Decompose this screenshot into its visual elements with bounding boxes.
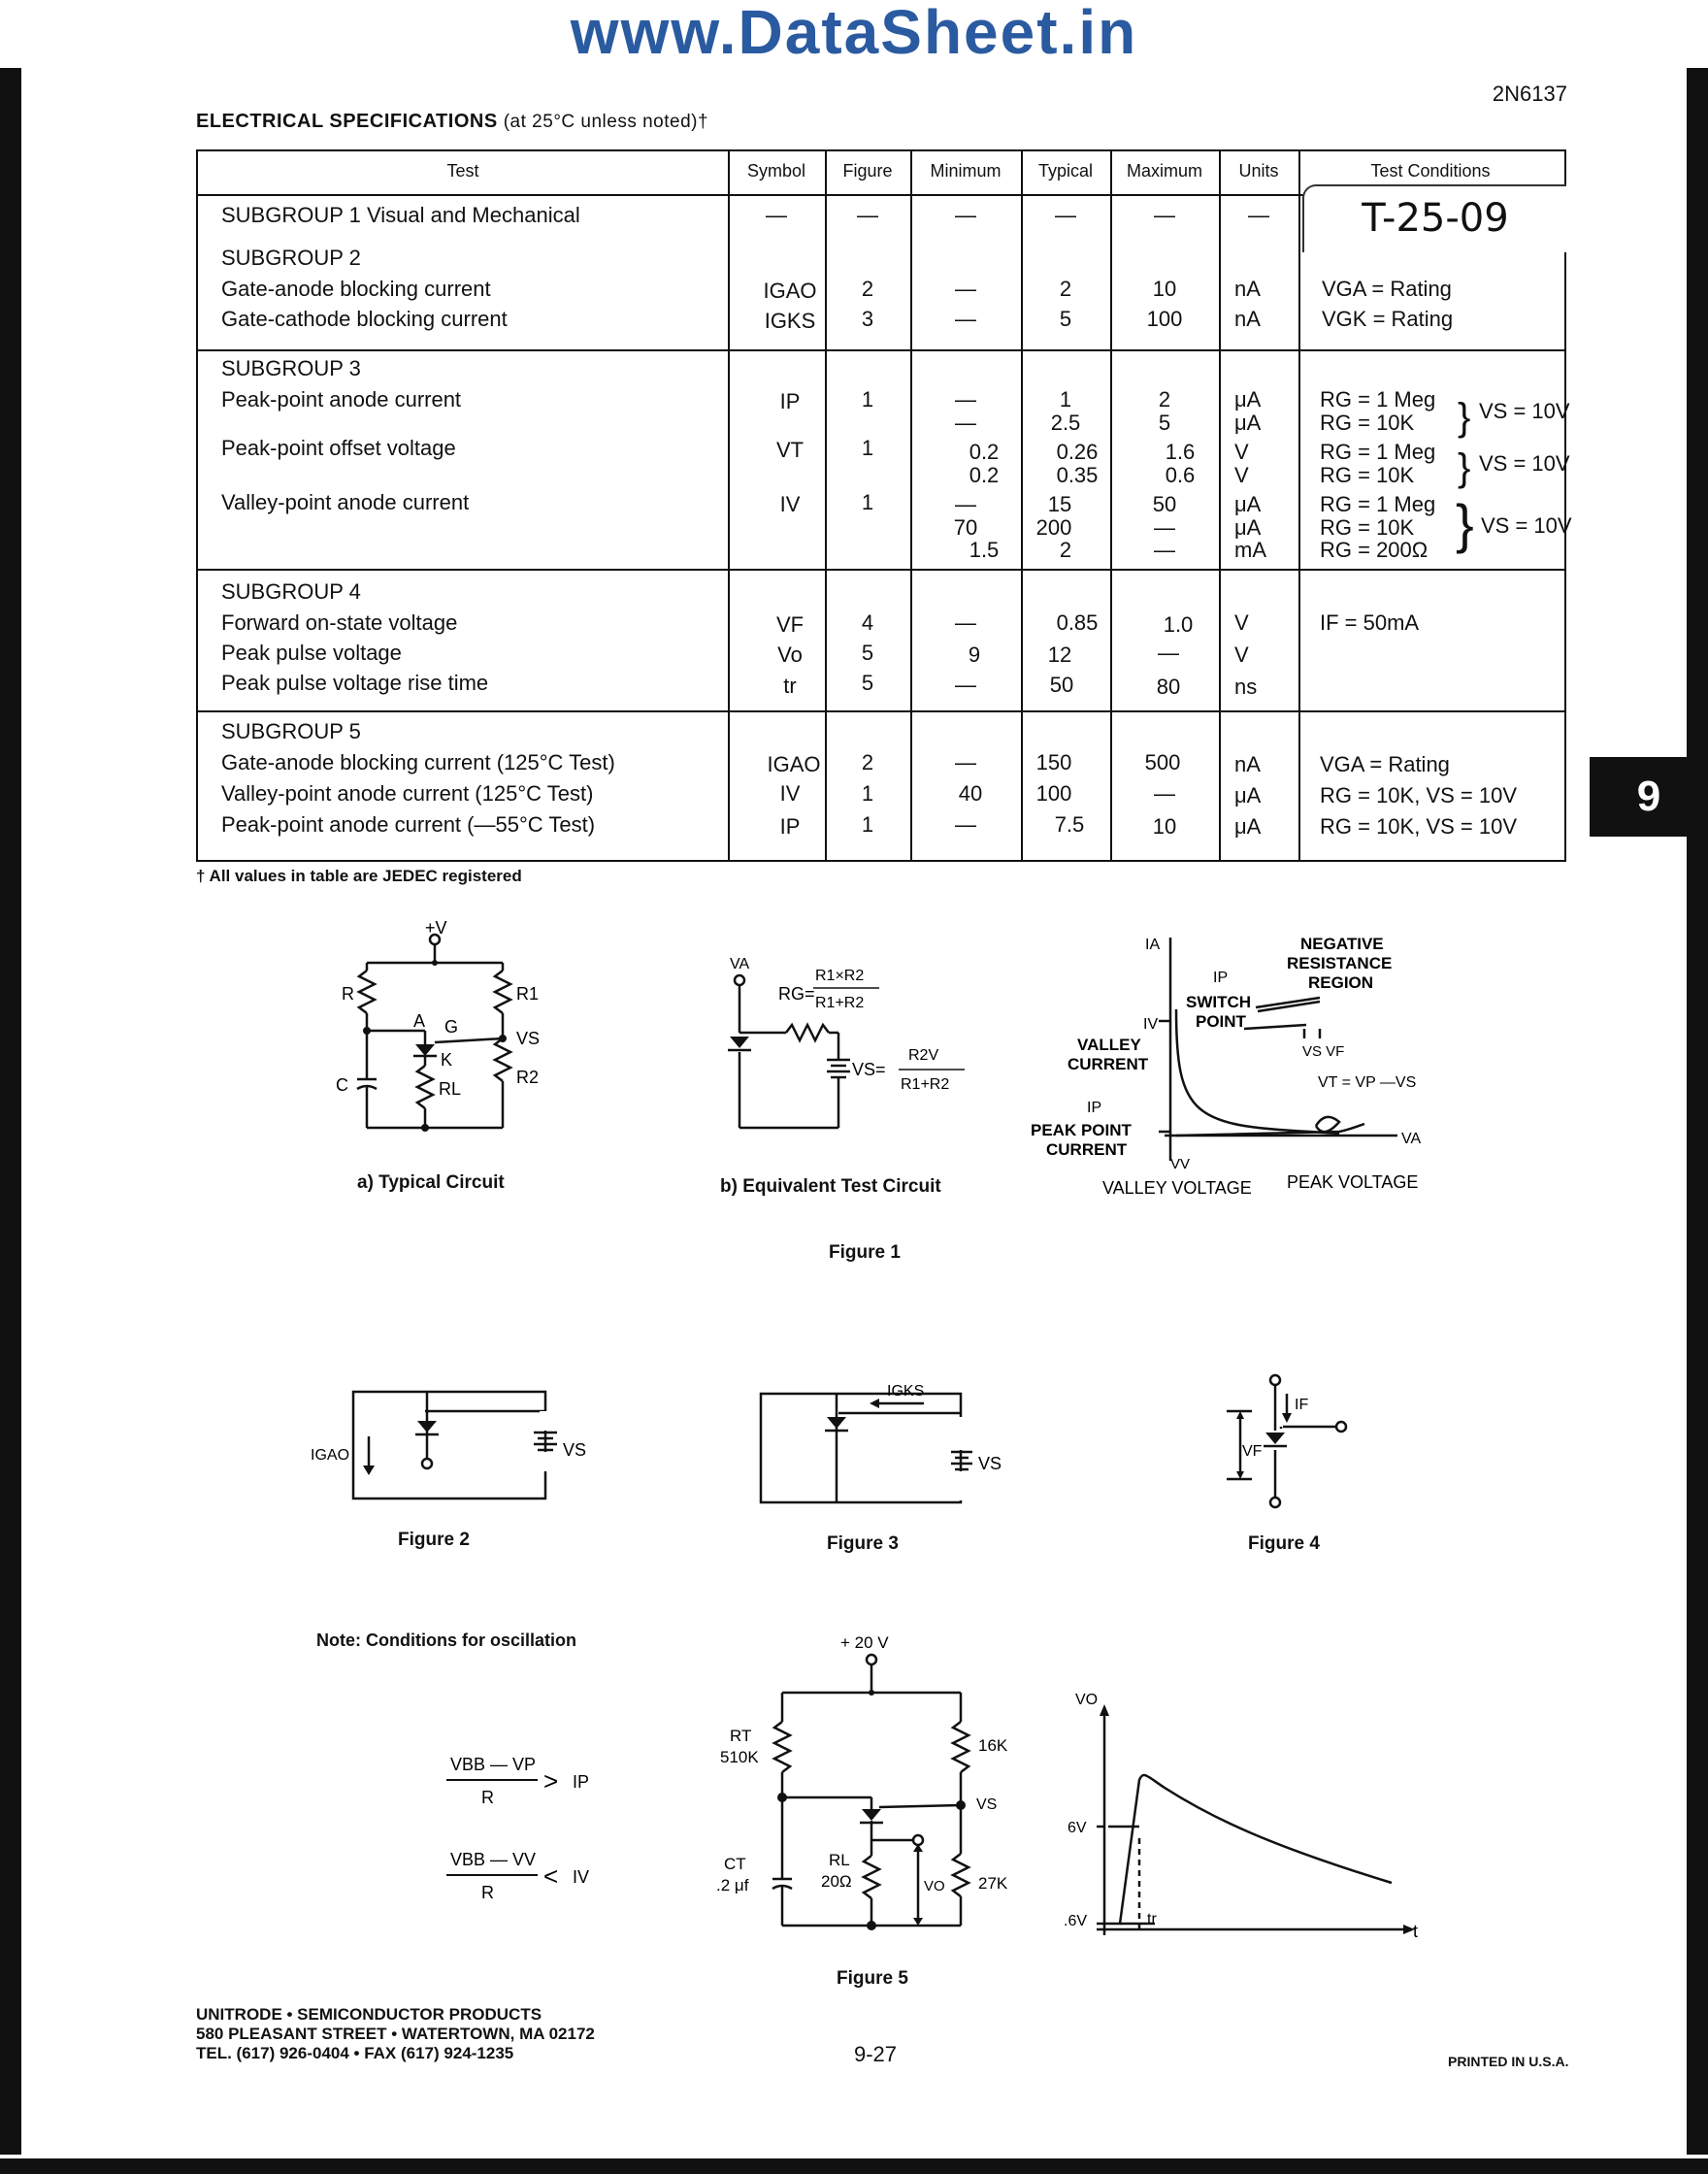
cond2-denominator: R — [481, 1883, 494, 1902]
test-condition: RG = 1 Meg — [1320, 440, 1436, 464]
min-value: — — [955, 277, 976, 301]
test-condition: RG = 10K — [1320, 515, 1415, 540]
fig1c-valley: VALLEY — [1077, 1036, 1141, 1054]
fig1a-r2-label: R2 — [516, 1068, 540, 1087]
units: V — [1234, 463, 1249, 487]
fig5-16k-label: 16K — [978, 1736, 1008, 1755]
typ-value: 7.5 — [1054, 812, 1085, 837]
subgroup-2-title: SUBGROUP 2 — [221, 246, 361, 270]
units: μA — [1234, 783, 1262, 807]
fig5-rt-label: RT — [730, 1727, 752, 1745]
heading-subtitle: (at 25°C unless noted)† — [503, 112, 709, 132]
max-value: 10 — [1152, 277, 1177, 301]
fig1c-ip-label-2: IP — [1087, 1100, 1102, 1116]
th-test: Test — [446, 161, 479, 181]
subgroup-4-title: SUBGROUP 4 — [221, 579, 361, 604]
symbol: Vo — [777, 642, 803, 667]
fig1b-vs-label: VS= — [852, 1060, 886, 1079]
figure-3-circuit — [751, 1378, 1003, 1514]
symbol: IGAO — [767, 752, 821, 776]
test-name: Forward on-state voltage — [221, 610, 458, 635]
units: nA — [1234, 307, 1261, 331]
max-value: — — [1154, 515, 1175, 540]
th-typical: Typical — [1037, 161, 1094, 181]
min-value: — — [955, 812, 976, 837]
max-value: 50 — [1152, 492, 1177, 516]
max-value: 1.6 — [1165, 440, 1196, 464]
fig1c-vv-label: VV — [1170, 1156, 1191, 1172]
figure-1b-caption: b) Equivalent Test Circuit — [720, 1176, 941, 1197]
fig1b-vs-numerator: R2V — [908, 1047, 939, 1064]
max-value: 10 — [1152, 814, 1177, 839]
cond1-operator: > — [543, 1766, 559, 1795]
test-condition: VGA = Rating — [1322, 277, 1452, 301]
fig1c-resistance: RESISTANCE — [1287, 954, 1393, 972]
max-value: — — [1154, 538, 1175, 562]
fig5-27k-label: 27K — [978, 1874, 1008, 1893]
fig1c-vsvf-label: VS VF — [1302, 1043, 1345, 1060]
typ-value: 200 — [1035, 515, 1072, 540]
fig1a-a-label: A — [413, 1011, 426, 1031]
typ-value: 2 — [1059, 538, 1072, 562]
test-name: Gate-anode blocking current (125°C Test) — [221, 750, 615, 774]
units: V — [1234, 610, 1249, 635]
fig5-ct-label: CT — [724, 1855, 746, 1873]
fig1b-rg-denominator: R1+R2 — [815, 995, 865, 1011]
cond2-operator: < — [543, 1861, 559, 1891]
cond2-numerator: VBB — VV — [450, 1850, 537, 1869]
fig1c-switch: SWITCH — [1186, 993, 1252, 1011]
figure-1a-caption: a) Typical Circuit — [357, 1172, 505, 1193]
test-condition: RG = 10K — [1320, 411, 1415, 435]
max-value: — — [1158, 641, 1179, 665]
figure-ref: 5 — [861, 641, 874, 665]
figure-ref: 4 — [861, 610, 874, 635]
units: μA — [1234, 387, 1262, 412]
fig5-vs-label: VS — [976, 1796, 998, 1813]
fig1c-peak-voltage: PEAK VOLTAGE — [1287, 1172, 1419, 1192]
fig5-v20-label: + 20 V — [840, 1633, 889, 1652]
cond1-rhs: IP — [573, 1772, 590, 1792]
th-symbol: Symbol — [746, 161, 806, 181]
spec-table — [196, 149, 1572, 862]
fig4-vf-label: VF — [1242, 1443, 1263, 1460]
test-name: Gate-anode blocking current — [221, 277, 491, 301]
fig1a-k-label: K — [441, 1050, 453, 1070]
symbol: VT — [775, 438, 805, 462]
typ-value: 0.26 — [1056, 440, 1099, 464]
fig1c-current: CURRENT — [1068, 1055, 1149, 1073]
figure-1b-equivalent-circuit — [718, 951, 970, 1145]
min-value: — — [955, 411, 976, 435]
units: μA — [1234, 492, 1262, 516]
typ-value: 15 — [1047, 492, 1072, 516]
fig1c-iv-label: IV — [1143, 1016, 1159, 1033]
units: μA — [1234, 411, 1262, 435]
th-test-conditions: Test Conditions — [1370, 161, 1491, 181]
typ-value: 2.5 — [1050, 411, 1081, 435]
fig2-vs-label: VS — [563, 1440, 587, 1460]
fig5-vo-label: VO — [924, 1878, 945, 1894]
fig1c-valley-voltage: VALLEY VOLTAGE — [1102, 1178, 1252, 1198]
scan-edge-bottom — [0, 2158, 1708, 2174]
max-value: 500 — [1144, 750, 1181, 774]
fig3-igks-label: IGKS — [887, 1383, 925, 1400]
cond1-numerator: VBB — VP — [450, 1755, 537, 1774]
fig5-6v-label: 6V — [1068, 1820, 1087, 1836]
min-value: 70 — [953, 515, 978, 540]
typ-value: 5 — [1059, 307, 1072, 331]
test-name: Peak-point anode current — [221, 387, 462, 412]
test-name: Peak pulse voltage — [221, 641, 402, 665]
section-heading — [196, 111, 708, 133]
min-value: 0.2 — [969, 440, 1000, 464]
th-figure: Figure — [842, 161, 893, 181]
test-condition: RG = 1 Meg — [1320, 492, 1436, 516]
fig1c-current-2: CURRENT — [1046, 1140, 1128, 1159]
figure-ref: 5 — [861, 671, 874, 695]
th-maximum: Maximum — [1126, 161, 1202, 181]
footnote: † All values in table are JEDEC registered — [196, 867, 522, 885]
fig1b-va-label: VA — [730, 956, 750, 972]
fig1a-v-label: +V — [425, 918, 447, 938]
scan-edge-left — [0, 68, 21, 2155]
fig1a-c-label: C — [336, 1075, 348, 1095]
typ-value: 12 — [1047, 642, 1072, 667]
symbol: IGAO — [763, 279, 817, 303]
max-value: 100 — [1146, 307, 1183, 331]
cell-dash: — — [1248, 203, 1269, 227]
fig3-vs-label: VS — [978, 1454, 1002, 1473]
min-value: — — [955, 610, 976, 635]
heading-title: ELECTRICAL SPECIFICATIONS — [196, 111, 498, 132]
fig1c-region: REGION — [1308, 973, 1374, 992]
test-condition: IF = 50mA — [1320, 610, 1420, 635]
units: V — [1234, 642, 1249, 667]
footer-line-3: TEL. (617) 926-0404 • FAX (617) 924-1235 — [196, 2044, 514, 2062]
subgroup-3-title: SUBGROUP 3 — [221, 356, 361, 380]
symbol: IV — [779, 492, 801, 516]
brace: } — [1458, 446, 1471, 489]
fig4-if-label: IF — [1295, 1397, 1309, 1413]
subgroup-5-title: SUBGROUP 5 — [221, 719, 361, 743]
th-units: Units — [1238, 161, 1279, 181]
part-number: 2N6137 — [1492, 82, 1567, 106]
fig1c-negative: NEGATIVE — [1300, 935, 1384, 953]
typ-value: 2 — [1059, 277, 1072, 301]
cell-dash: — — [1055, 203, 1076, 227]
typ-value: 0.85 — [1056, 610, 1099, 635]
fig1b-rg-label: RG= — [778, 984, 815, 1004]
cell-dash: — — [857, 203, 878, 227]
min-value: — — [955, 492, 976, 516]
figure-2-circuit — [307, 1378, 588, 1504]
min-value: 9 — [968, 642, 981, 667]
test-name: Peak-point anode current (—55°C Test) — [221, 812, 596, 837]
fig1a-vs-label: VS — [516, 1029, 541, 1048]
figure-4-caption: Figure 4 — [1248, 1533, 1320, 1554]
symbol: IP — [779, 814, 801, 839]
fig5-tr-label: tr — [1147, 1911, 1157, 1927]
typ-value: 150 — [1035, 750, 1072, 774]
min-value: — — [955, 750, 976, 774]
cell-dash: — — [955, 203, 976, 227]
typ-value: 0.35 — [1056, 463, 1099, 487]
units: V — [1234, 440, 1249, 464]
symbol: IGKS — [764, 309, 816, 333]
figure-1c-vi-characteristic — [1029, 932, 1446, 1203]
max-value: 1.0 — [1163, 612, 1194, 637]
test-name: Peak pulse voltage rise time — [221, 671, 489, 695]
scan-edge-right — [1687, 68, 1708, 2155]
fig5-axis-vo-label: VO — [1075, 1692, 1099, 1708]
fig1b-rg-numerator: R1×R2 — [815, 968, 865, 984]
figure-ref: 2 — [861, 277, 874, 301]
figure-5-oscillator-circuit — [708, 1630, 1029, 1941]
cond1-denominator: R — [481, 1788, 494, 1807]
test-condition: VGK = Rating — [1322, 307, 1454, 331]
brace: } — [1458, 396, 1471, 439]
test-condition-vs: VS = 10V — [1479, 399, 1570, 423]
test-condition-vs: VS = 10V — [1479, 451, 1570, 476]
symbol: tr — [783, 674, 797, 698]
fig5-06v-label: .6V — [1064, 1913, 1088, 1929]
figure-5-caption: Figure 5 — [837, 1968, 908, 1989]
fig1c-vt-eq: VT = VP —VS — [1318, 1074, 1417, 1091]
cell-dash: — — [1154, 203, 1175, 227]
max-value: — — [1154, 781, 1175, 806]
max-value: 2 — [1158, 387, 1171, 412]
units: nA — [1234, 752, 1261, 776]
test-condition: RG = 200Ω — [1320, 538, 1429, 562]
fig1b-vs-denominator: R1+R2 — [901, 1076, 950, 1093]
section-tab: 9 — [1590, 757, 1708, 837]
fig1c-ip-label: IP — [1213, 970, 1229, 986]
fig1c-ia-label: IA — [1145, 937, 1161, 953]
symbol: VF — [775, 612, 805, 637]
test-condition: VGA = Rating — [1320, 752, 1450, 776]
fig5-rt-value: 510K — [720, 1748, 759, 1766]
min-value: 40 — [958, 781, 983, 806]
figure-ref: 1 — [861, 387, 874, 412]
figure-1-caption: Figure 1 — [829, 1242, 901, 1263]
printed-in: PRINTED IN U.S.A. — [1448, 2054, 1569, 2069]
fig5-ct-value: .2 μf — [716, 1876, 749, 1894]
figure-5-output-waveform — [1058, 1683, 1427, 1945]
th-minimum: Minimum — [930, 161, 1002, 181]
figure-1a-typical-circuit — [330, 912, 582, 1145]
max-value: 80 — [1156, 675, 1181, 699]
fig5-t-label: t — [1413, 1922, 1419, 1941]
cell-dash: — — [766, 203, 787, 227]
company-address — [196, 2005, 595, 2063]
watermark: www.DataSheet.in — [570, 0, 1138, 67]
figure-ref: 1 — [861, 490, 874, 514]
fig1c-va-label: VA — [1401, 1131, 1422, 1147]
symbol: IV — [779, 781, 801, 806]
typ-value: 50 — [1049, 673, 1074, 697]
min-value: — — [955, 387, 976, 412]
units: nA — [1234, 277, 1261, 301]
min-value: 1.5 — [969, 538, 1000, 562]
figure-ref: 2 — [861, 750, 874, 774]
fig1a-g-label: G — [444, 1017, 459, 1037]
figure-4-circuit — [1213, 1368, 1368, 1514]
symbol: IP — [779, 389, 801, 413]
typ-value: 100 — [1035, 781, 1072, 806]
test-name: Gate-cathode blocking current — [221, 307, 508, 331]
max-value: 5 — [1158, 411, 1171, 435]
cond2-rhs: IV — [573, 1867, 590, 1887]
footer-line-1: UNITRODE • SEMICONDUCTOR PRODUCTS — [196, 2005, 542, 2024]
test-name: Peak-point offset voltage — [221, 436, 456, 460]
fig1c-peakpoint: PEAK POINT — [1031, 1121, 1132, 1139]
fig1a-r-label: R — [342, 984, 354, 1004]
units: μA — [1234, 814, 1262, 839]
figure-ref: 1 — [861, 812, 874, 837]
brace: } — [1456, 493, 1474, 554]
test-condition-vs: VS = 10V — [1481, 513, 1572, 538]
fig1a-rl-label: RL — [439, 1079, 462, 1099]
handwritten-stamp: T-25-09 — [1302, 184, 1566, 252]
test-condition: RG = 1 Meg — [1320, 387, 1436, 412]
figure-3-caption: Figure 3 — [827, 1533, 899, 1554]
units: mA — [1234, 538, 1266, 562]
test-condition: RG = 10K, VS = 10V — [1320, 783, 1518, 807]
min-value: — — [955, 307, 976, 331]
fig1a-r1-label: R1 — [516, 984, 540, 1004]
max-value: 0.6 — [1165, 463, 1196, 487]
fig5-rl-label: RL — [829, 1851, 850, 1869]
figure-ref: 1 — [861, 436, 874, 460]
test-name: Valley-point anode current — [221, 490, 470, 514]
typ-value: 1 — [1059, 387, 1072, 412]
fig2-igao-label: IGAO — [311, 1447, 350, 1464]
subgroup-1-title: SUBGROUP 1 Visual and Mechanical — [221, 203, 580, 227]
test-name: Valley-point anode current (125°C Test) — [221, 781, 594, 806]
figure-2-caption: Figure 2 — [398, 1530, 470, 1550]
figure-ref: 3 — [861, 307, 874, 331]
fig5-rl-value: 20Ω — [821, 1872, 852, 1891]
test-condition: RG = 10K — [1320, 463, 1415, 487]
min-value: — — [955, 673, 976, 697]
fig1c-point: POINT — [1196, 1012, 1246, 1031]
oscillation-conditions — [437, 1747, 650, 1931]
footer-line-2: 580 PLEASANT STREET • WATERTOWN, MA 02172 — [196, 2025, 595, 2043]
figure-ref: 1 — [861, 781, 874, 806]
units: μA — [1234, 515, 1262, 540]
test-condition: RG = 10K, VS = 10V — [1320, 814, 1518, 839]
page-number: 9-27 — [854, 2042, 898, 2066]
units: ns — [1234, 675, 1258, 699]
oscillation-note: Note: Conditions for oscillation — [316, 1630, 576, 1650]
min-value: 0.2 — [969, 463, 1000, 487]
